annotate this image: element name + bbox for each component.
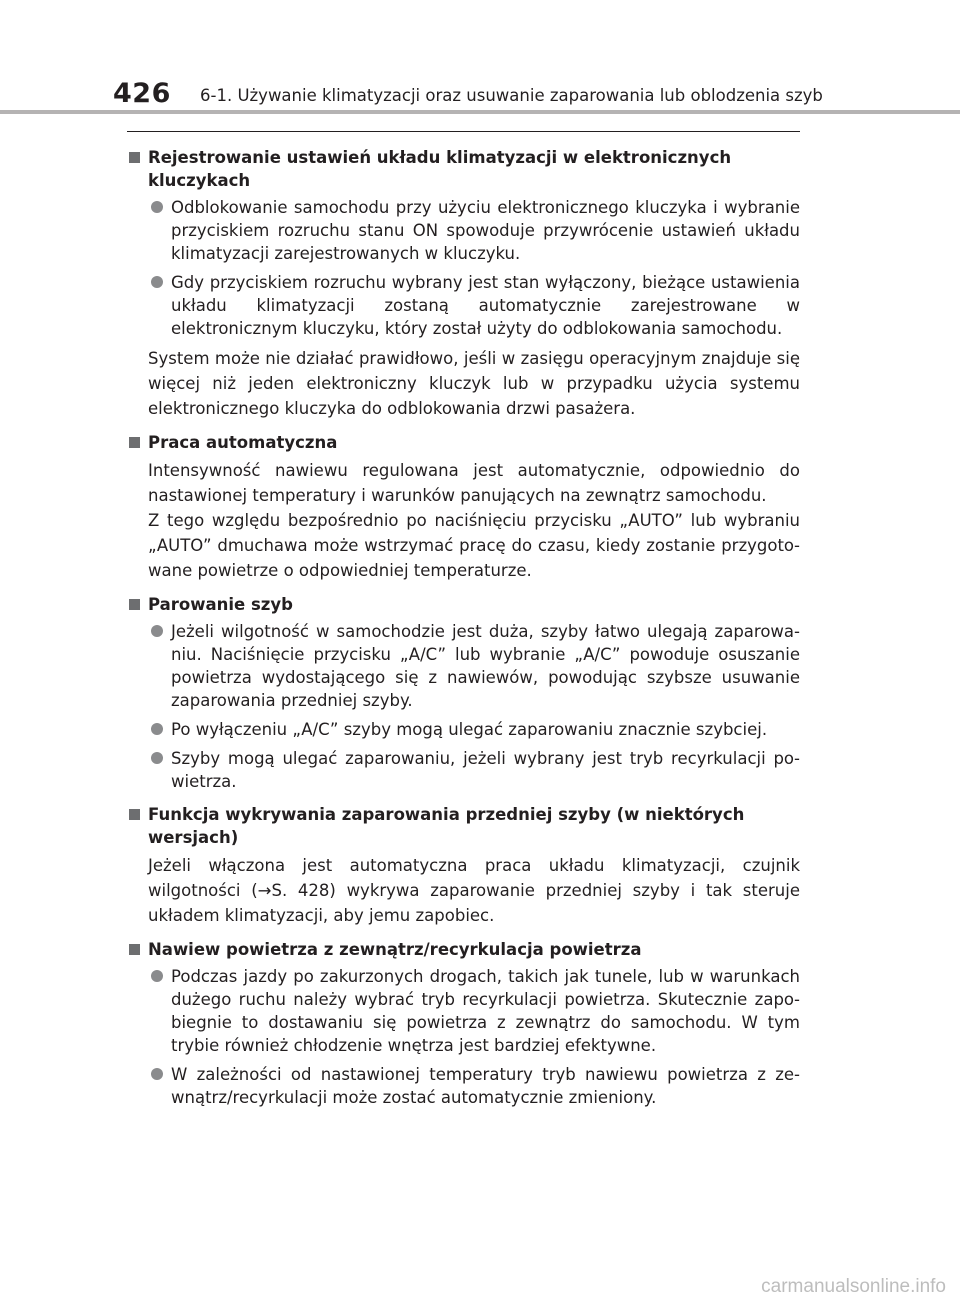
paragraph: System może nie działać prawidłowo, jeśli w zasięgu operacyjnym znajduje się więcej niż jeden elektroniczny kluczyk lub w przypadku użycia systemu elektronicznego kluczyka do odblokowania drzwi pasażera. [148,349,800,418]
section-heading-text: Rejestrowanie ustawień układu klimatyzacji w elektronicznych kluczykach [148,148,732,190]
square-bullet-icon [129,944,140,955]
section-heading [128,146,800,192]
square-bullet-icon [129,599,140,610]
bullet-text: W zależności od nastawionej temperatury tryb nawiewu powietrza z zewnątrz/recyrkulacji może zostać automatycznie zmieniony. [171,1065,800,1107]
paragraph: Z tego względu bezpośrednio po naciśnięciu przycisku „AUTO” lub wybraniu „AUTO” dmuchawa może wstrzymać pracę do czasu, kiedy zostanie przygotowane powietrze o odpowiedniej temperaturze. [148,511,800,580]
circle-bullet-icon [151,970,163,982]
bullet-item [128,747,800,793]
bullet-text: Po wyłączeniu „A/C” szyby mogą ulegać zaparowaniu znacznie szybciej. [171,720,768,739]
bullet-text: Szyby mogą ulegać zaparowaniu, jeżeli wybrany jest tryb recyrkulacji powietrza. [171,749,800,791]
circle-bullet-icon [151,201,163,213]
square-bullet-icon [129,809,140,820]
section-heading [128,803,800,849]
bullet-item [128,1063,800,1109]
section-heading-text: Funkcja wykrywania zaparowania przedniej szyby (w niektórych wersjach) [148,805,745,847]
section-heading [128,431,800,454]
bullet-text: Odblokowanie samochodu przy użyciu elektronicznego kluczyka i wybranie przyciskiem rozruchu stanu ON spowoduje przywrócenie ustawień układu klimatyzacji zarejestrowanych w kluczyku. [171,198,800,263]
paragraph: Jeżeli włączona jest automatyczna praca układu klimatyzacji, czujnik wilgotności (→S. 428) wykrywa zaparowanie przedniej szyby i tak steruje układem klimatyzacji, aby jemu zapobiec. [148,856,800,925]
bullet-item [128,271,800,340]
circle-bullet-icon [151,276,163,288]
square-bullet-icon [129,152,140,163]
page-number: 426 [113,78,171,109]
paragraph: Intensywność nawiewu regulowana jest automatycznie, odpowiednio do nastawionej temperatury i warunków panujących na zewnątrz samochodu. [148,461,800,505]
bullet-item [128,718,800,741]
bullet-text: Podczas jazdy po zakurzonych drogach, takich jak tunele, lub w warunkach dużego ruchu należy wybrać tryb recyrkulacji powietrza. Skutecznie zapobiegnie to dostawaniu się powietrza z zewnątrz do samochodu. W tym trybie również chłodzenie wnętrza jest bardziej efektywne. [171,967,800,1055]
bullet-text: Jeżeli wilgotność w samochodzie jest duża, szyby łatwo ulegają zaparowaniu. Naciśnięcie przycisku „A/C” lub wybranie „A/C” powoduje osuszanie powietrza wydostającego się z nawiewów, powodując szybsze usuwanie zaparowania przedniej szyby. [171,622,800,710]
circle-bullet-icon [151,723,163,735]
content-divider [127,131,800,132]
section-heading-text: Nawiew powietrza z zewnątrz/recyrkulacja powietrza [148,940,642,959]
section-heading [128,938,800,961]
section-heading-text: Praca automatyczna [148,433,338,452]
section-heading-text: Parowanie szyb [148,595,293,614]
circle-bullet-icon [151,625,163,637]
watermark: carmanualsonline.info [761,1276,946,1297]
bullet-item [128,965,800,1057]
section-heading [128,593,800,616]
bullet-item [128,196,800,265]
circle-bullet-icon [151,1068,163,1080]
page-content [128,146,800,1115]
header-rule [0,110,960,114]
running-title: 6-1. Używanie klimatyzacji oraz usuwanie zaparowania lub oblodzenia szyb [200,86,823,105]
bullet-text: Gdy przyciskiem rozruchu wybrany jest stan wyłączony, bieżące ustawienia układu klimatyzacji zostaną automatycznie zarejestrowane w elektronicznym kluczyku, który został użyty do odblokowania samochodu. [171,273,800,338]
square-bullet-icon [129,437,140,448]
page-header [0,0,960,115]
circle-bullet-icon [151,752,163,764]
bullet-item [128,620,800,712]
